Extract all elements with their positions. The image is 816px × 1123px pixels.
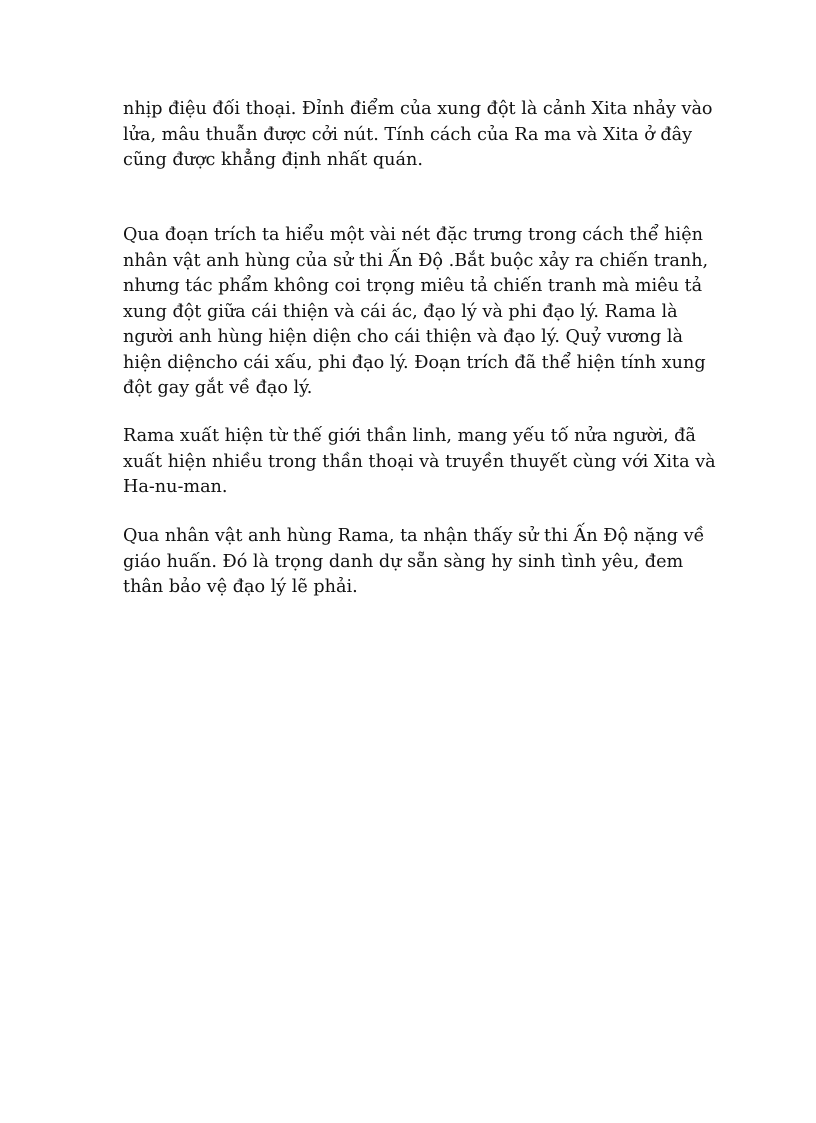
text-line: người anh hùng hiện diện cho cái thiện và đạo lý. Quỷ vương là (123, 327, 683, 347)
text-line: cũng được khẳng định nhất quán. (123, 150, 423, 170)
text-line: thân bảo vệ đạo lý lẽ phải. (123, 577, 358, 597)
text-line: nhân vật anh hùng của sử thi Ấn Độ .Bắt buộc xảy ra chiến tranh, (123, 250, 709, 271)
text-line: Qua nhân vật anh hùng Rama, ta nhận thấy sử thi Ấn Độ nặng về (123, 526, 705, 546)
text-line: lửa, mâu thuẫn được cởi nút. Tính cách của Ra ma và Xita ở đây (123, 124, 693, 145)
text-line: Ha-nu-man. (123, 477, 228, 497)
text-line: xung đột giữa cái thiện và cái ác, đạo lý và phi đạo lý. Rama là (123, 301, 678, 322)
paragraph-didactic-conclusion (123, 524, 703, 601)
text-line: hiện diệncho cái xấu, phi đạo lý. Đoạn trích đã thể hiện tính xung (123, 352, 706, 373)
text-line: đột gay gắt về đạo lý. (123, 378, 313, 398)
text-line: Rama xuất hiện từ thế giới thần linh, mang yếu tố nửa người, đã (123, 426, 696, 446)
text-line: nhưng tác phẩm không coi trọng miêu tả chiến tranh mà miêu tả (123, 276, 703, 296)
paragraph-hero-characteristics (123, 223, 709, 402)
text-line: giáo huấn. Đó là trọng danh dự sẵn sàng hy sinh tình yêu, đem (123, 551, 684, 572)
paragraph-rama-origin (123, 424, 716, 501)
text-line: Qua đoạn trích ta hiểu một vài nét đặc trưng trong cách thể hiện (123, 225, 703, 245)
paragraph-conflict-climax (123, 97, 713, 174)
text-line: nhịp điệu đối thoại. Đỉnh điểm của xung đột là cảnh Xita nhảy vào (123, 99, 713, 119)
text-line: xuất hiện nhiều trong thần thoại và truyền thuyết cùng với Xita và (123, 451, 716, 472)
